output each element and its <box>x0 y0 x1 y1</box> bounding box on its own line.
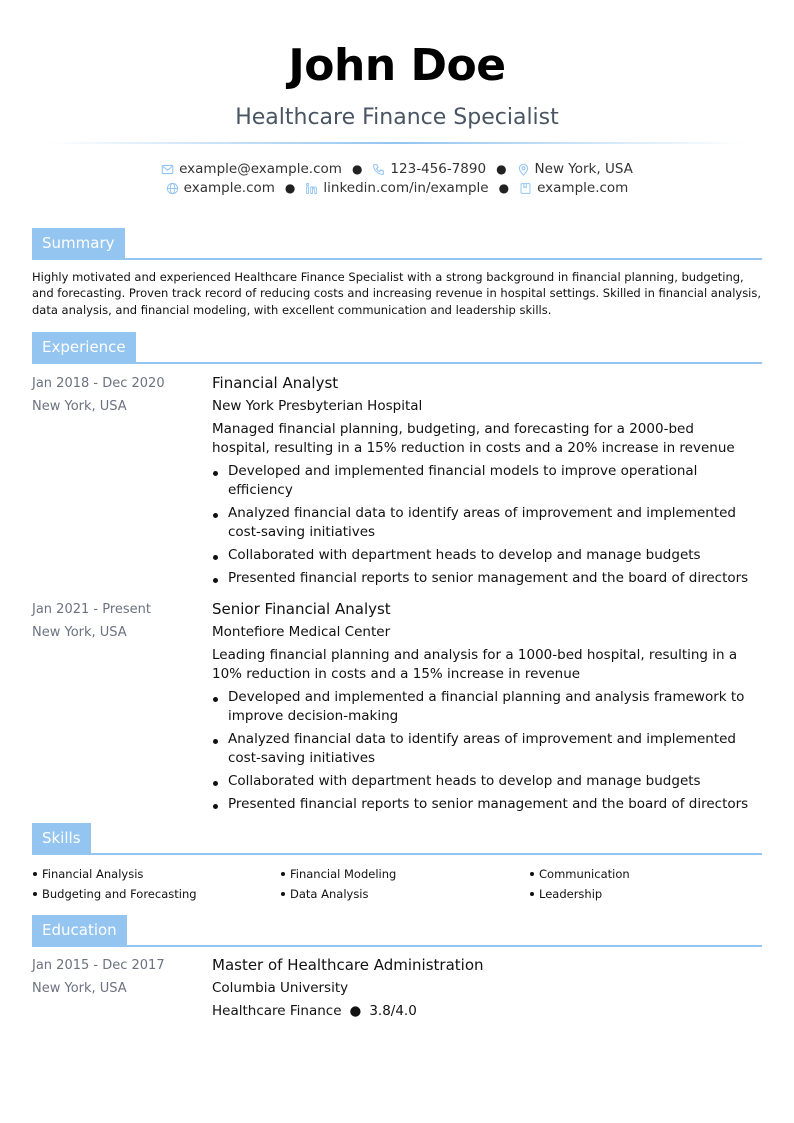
list-item: Analyzed financial data to identify areas of improvement and implemented cost-saving initiatives <box>212 504 752 542</box>
contact-email[interactable] <box>161 160 342 179</box>
contact-linkedin[interactable] <box>305 179 488 198</box>
entry-role: Senior Financial Analyst <box>212 600 391 618</box>
entry-description: Managed financial planning, budgeting, and forecasting for a 2000-bed hospital, resulting in a 15% reduction in costs and a 20% increase in revenue <box>212 421 735 456</box>
entry-location: New York, USA <box>32 981 127 996</box>
email-text: example@example.com <box>179 161 342 177</box>
resume-header <box>0 0 794 198</box>
list-item: Presented financial reports to senior management and the board of directors <box>212 795 752 814</box>
section-heading: Skills <box>32 823 91 853</box>
list-item: Presented financial reports to senior management and the board of directors <box>212 569 752 588</box>
mail-icon <box>161 163 174 176</box>
experience-entry <box>32 598 762 814</box>
section-heading: Experience <box>32 332 136 362</box>
list-item: Collaborated with department heads to develop and manage budgets <box>212 772 752 791</box>
entry-role: Financial Analyst <box>212 374 339 392</box>
entry-degree: Master of Healthcare Administration <box>212 956 484 974</box>
candidate-name: John Doe <box>288 40 506 91</box>
list-item: Developed and implemented financial models to improve operational efficiency <box>212 462 752 500</box>
map-pin-icon <box>517 163 530 176</box>
skill-item: Financial Modeling <box>280 864 529 884</box>
education-entry <box>32 954 762 1023</box>
section-header <box>32 332 762 364</box>
contact-row-2 <box>0 179 794 198</box>
entry-location: New York, USA <box>32 625 127 640</box>
entry-body <box>212 598 752 814</box>
header-divider <box>47 142 747 144</box>
section-rule <box>32 362 762 364</box>
section-heading: Education <box>32 915 127 945</box>
section-rule <box>32 945 762 947</box>
contact-website[interactable] <box>166 179 275 198</box>
entry-meta <box>32 372 202 418</box>
entry-location: New York, USA <box>32 399 127 414</box>
separator-dot: ● <box>496 162 507 176</box>
entry-organization: Montefiore Medical Center <box>212 624 391 640</box>
section-rule <box>32 258 762 260</box>
linkedin-icon <box>305 182 318 195</box>
entry-description: Leading financial planning and analysis for a 1000-bed hospital, resulting in a 10% reduction in costs and a 15% increase in revenue <box>212 647 738 682</box>
entry-body <box>212 372 752 588</box>
skill-item: Budgeting and Forecasting <box>32 884 280 904</box>
phone-text: 123-456-7890 <box>390 161 487 177</box>
separator-dot: ● <box>498 181 510 195</box>
bookmark-icon <box>519 182 532 195</box>
entry-body <box>212 954 752 1023</box>
skill-item: Data Analysis <box>280 884 529 904</box>
entry-meta <box>32 954 202 1000</box>
candidate-title: Healthcare Finance Specialist <box>235 105 559 130</box>
globe-icon <box>166 182 179 195</box>
skill-item: Leadership <box>529 884 762 904</box>
section-rule <box>32 853 762 855</box>
contact-portfolio[interactable] <box>519 179 628 198</box>
location-text: New York, USA <box>534 161 633 177</box>
entry-field-gpa <box>212 1000 752 1023</box>
list-item: Analyzed financial data to identify areas of improvement and implemented cost-saving initiatives <box>212 730 752 768</box>
list-item: Developed and implemented a financial planning and analysis framework to improve decision-making <box>212 688 752 726</box>
entry-bullets <box>212 462 752 588</box>
entry-dates: Jan 2018 - Dec 2020 <box>32 376 165 391</box>
entry-meta <box>32 598 202 644</box>
separator-dot: ● <box>349 1003 362 1019</box>
website-text: example.com <box>183 180 275 196</box>
section-header <box>32 823 762 855</box>
list-item: Collaborated with department heads to develop and manage budgets <box>212 546 752 565</box>
entry-dates: Jan 2021 - Present <box>32 602 151 617</box>
skill-item: Financial Analysis <box>32 864 280 884</box>
entry-gpa: 3.8/4.0 <box>369 1003 417 1019</box>
skills-list <box>32 864 762 904</box>
contact-phone[interactable] <box>372 160 486 179</box>
summary-text: Highly motivated and experienced Healthcare Finance Specialist with a strong background in financial planning, budgeting, and forecasting. Proven track record of reducing costs and increasing revenue in hospital settings. Skilled in financial analysis, data analysis, and financial modeling, with excellent communication and leadership skills. <box>32 270 762 317</box>
entry-field: Healthcare Finance <box>212 1003 342 1019</box>
experience-entry <box>32 372 762 588</box>
section-heading: Summary <box>32 228 125 258</box>
linkedin-text: linkedin.com/in/example <box>323 180 489 196</box>
section-header <box>32 228 762 260</box>
entry-bullets <box>212 688 752 814</box>
separator-dot: ● <box>284 181 296 195</box>
contact-info <box>0 160 794 198</box>
skill-item: Communication <box>529 864 762 884</box>
section-header <box>32 915 762 947</box>
contact-location <box>517 160 633 179</box>
entry-organization: New York Presbyterian Hospital <box>212 398 423 414</box>
summary-section <box>32 228 762 318</box>
phone-icon <box>372 163 385 176</box>
entry-dates: Jan 2015 - Dec 2017 <box>32 958 165 973</box>
contact-row-1 <box>0 160 794 179</box>
experience-section <box>32 332 762 818</box>
separator-dot: ● <box>351 162 363 176</box>
education-section <box>32 915 762 1023</box>
entry-school: Columbia University <box>212 980 349 996</box>
portfolio-text: example.com <box>537 180 629 196</box>
skills-section <box>32 823 762 904</box>
